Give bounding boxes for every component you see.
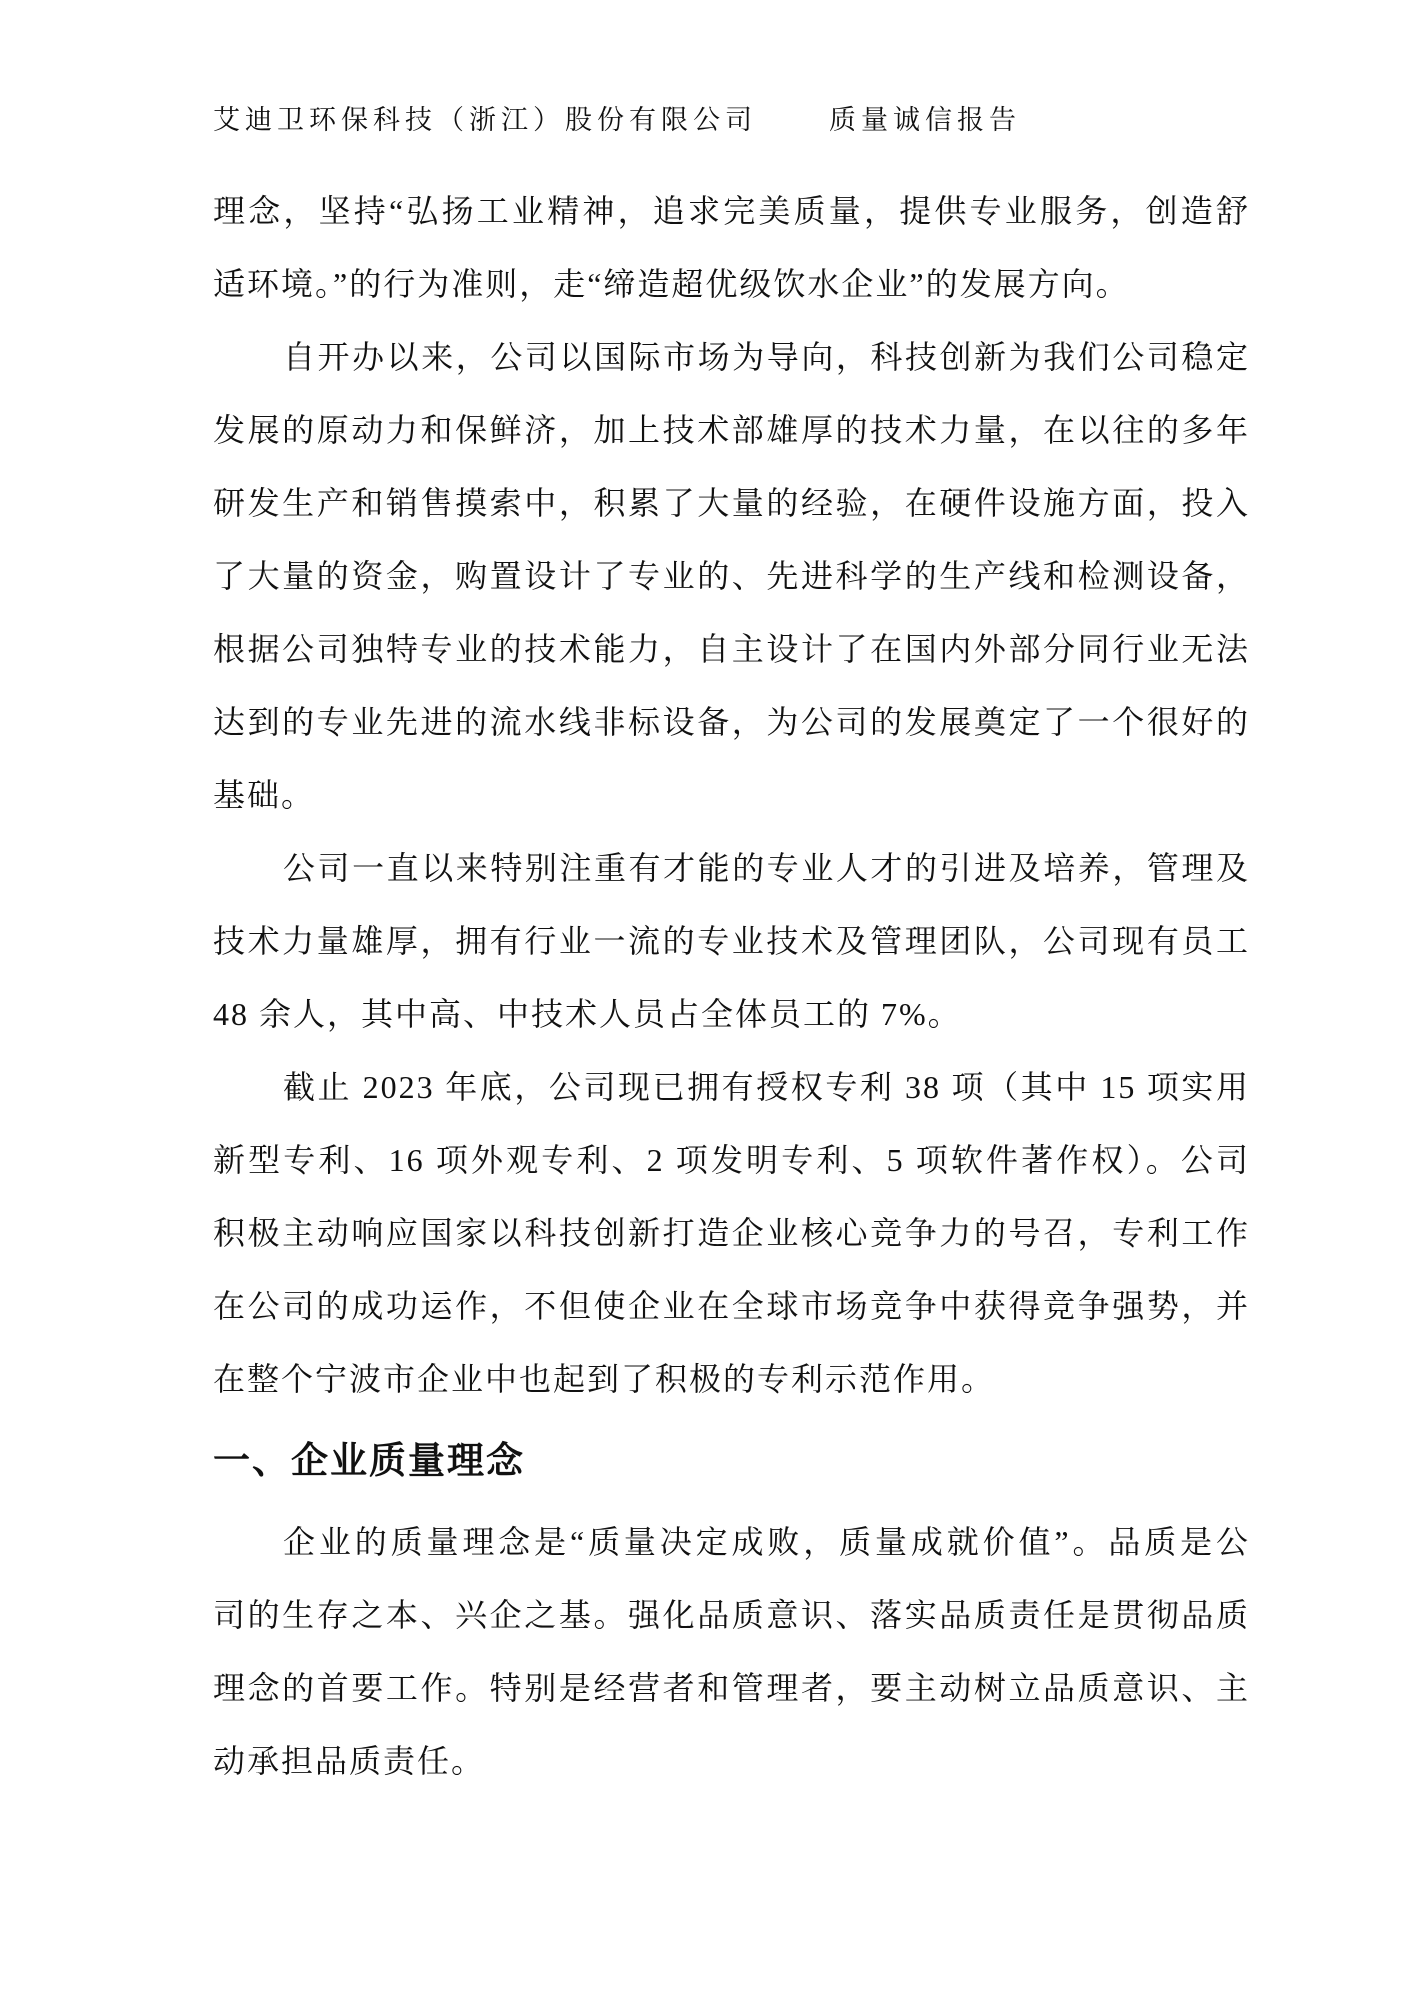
text-line: 司的生存之本、兴企之基。强化品质意识、落实品质责任是贯彻品质	[213, 1597, 1250, 1633]
text-line: 公司一直以来特别注重有才能的专业人才的引进及培养，管理及	[283, 850, 1250, 886]
text-line: 理念，坚持“弘扬工业精神，追求完美质量，提供专业服务，创造舒	[213, 193, 1250, 229]
text-line: 理念的首要工作。特别是经营者和管理者，要主动树立品质意识、主	[213, 1670, 1250, 1706]
text-line: 动承担品质责任。	[213, 1743, 486, 1779]
text-line: 达到的专业先进的流水线非标设备，为公司的发展奠定了一个很好的	[213, 704, 1250, 740]
text-line: 积极主动响应国家以科技创新打造企业核心竞争力的号召，专利工作	[213, 1215, 1250, 1251]
text-line: 截止 2023 年底，公司现已拥有授权专利 38 项（其中 15 项实用	[283, 1069, 1250, 1105]
text-line: 发展的原动力和保鲜济，加上技术部雄厚的技术力量，在以往的多年	[213, 412, 1250, 448]
text-line: 适环境。”的行为准则，走“缔造超优级饮水企业”的发展方向。	[213, 266, 1130, 302]
text-line: 了大量的资金，购置设计了专业的、先进科学的生产线和检测设备，	[213, 558, 1250, 594]
text-line: 自开办以来，公司以国际市场为导向，科技创新为我们公司稳定	[283, 339, 1250, 375]
text-line: 基础。	[213, 777, 316, 813]
section-heading: 一、企业质量理念	[213, 1440, 525, 1481]
document-body	[213, 175, 1250, 1798]
text-line: 根据公司独特专业的技术能力，自主设计了在国内外部分同行业无法	[213, 631, 1250, 667]
text-line: 研发生产和销售摸索中，积累了大量的经验，在硬件设施方面，投入	[213, 485, 1250, 521]
report-title: 质量诚信报告	[829, 105, 1021, 135]
text-line: 48 余人，其中高、中技术人员占全体员工的 7%。	[213, 996, 962, 1032]
text-line: 在整个宁波市企业中也起到了积极的专利示范作用。	[213, 1361, 996, 1397]
text-line: 企业的质量理念是“质量决定成败，质量成就价值”。品质是公	[283, 1524, 1250, 1560]
page-header	[213, 100, 1250, 140]
text-line: 在公司的成功运作，不但使企业在全球市场竞争中获得竞争强势，并	[213, 1288, 1250, 1324]
company-name: 艾迪卫环保科技（浙江）股份有限公司	[213, 105, 757, 135]
text-line: 新型专利、16 项外观专利、2 项发明专利、5 项软件著作权）。公司	[213, 1142, 1250, 1178]
text-line: 技术力量雄厚，拥有行业一流的专业技术及管理团队，公司现有员工	[213, 923, 1250, 959]
